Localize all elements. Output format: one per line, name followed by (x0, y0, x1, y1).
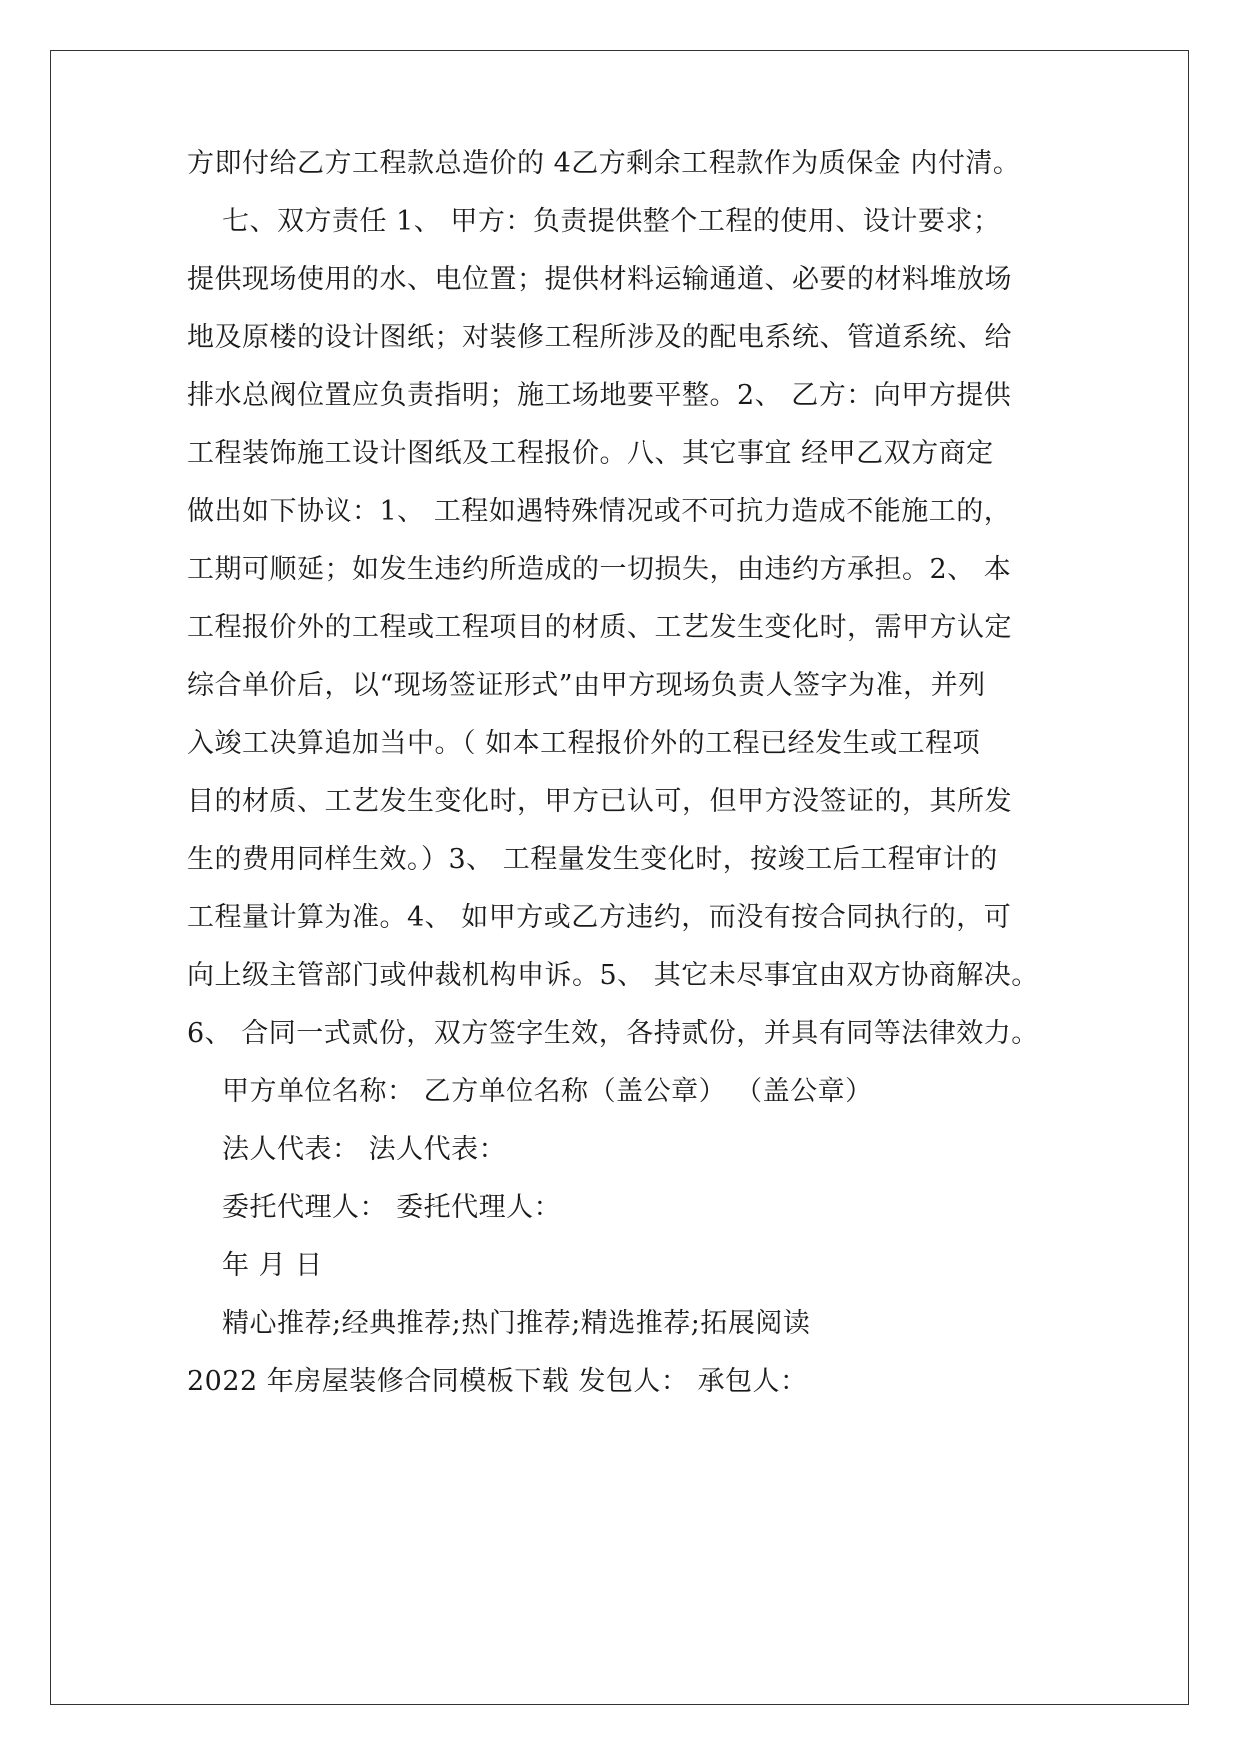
text-line: 七、双方责任 1、 甲方：负责提供整个工程的使用、设计要求； (222, 206, 1001, 237)
text-line: 生的费用同样生效。）3、 工程量发生变化时，按竣工后工程审计的 (187, 844, 998, 875)
text-line: 综合单价后，以“现场签证形式”由甲方现场负责人签字为准，并列 (187, 670, 986, 701)
text-line: 入竣工决算追加当中。（ 如本工程报价外的工程已经发生或工程项 (187, 728, 981, 759)
party-names-line: 甲方单位名称： 乙方单位名称（盖公章） （盖公章） (222, 1076, 873, 1107)
agent-line: 委托代理人： 委托代理人： (222, 1192, 562, 1223)
date-line: 年 月 日 (222, 1250, 323, 1281)
text-line: 工程装饰施工设计图纸及工程报价。八、其它事宜 经甲乙双方商定 (187, 438, 994, 469)
text-line: 工程量计算为准。4、 如甲方或乙方违约，而没有按合同执行的，可 (187, 902, 1012, 933)
text-line: 提供现场使用的水、电位置；提供材料运输通道、必要的材料堆放场 (187, 264, 1012, 295)
text-line: 目的材质、工艺发生变化时，甲方已认可，但甲方没签证的，其所发 (187, 786, 1012, 817)
next-title-line: 2022 年房屋装修合同模板下载 发包人： 承包人： (187, 1366, 808, 1397)
recommendation-line: 精心推荐;经典推荐;热门推荐;精选推荐;拓展阅读 (222, 1308, 811, 1339)
text-line: 排水总阀位置应负责指明；施工场地要平整。2、 乙方：向甲方提供 (187, 380, 1012, 411)
text-line: 地及原楼的设计图纸；对装修工程所涉及的配电系统、管道系统、给 (187, 322, 1012, 353)
text-line: 工期可顺延；如发生违约所造成的一切损失，由违约方承担。2、 本 (187, 554, 1012, 585)
text-line: 6、 合同一式贰份，双方签字生效，各持贰份，并具有同等法律效力。 (187, 1018, 1039, 1049)
text-line: 方即付给乙方工程款总造价的 4乙方剩余工程款作为质保金 内付清。 (187, 148, 1021, 179)
text-line: 做出如下协议：1、 工程如遇特殊情况或不可抗力造成不能施工的， (187, 496, 1012, 527)
legal-rep-line: 法人代表： 法人代表： (222, 1134, 507, 1165)
text-line: 向上级主管部门或仲裁机构申诉。5、 其它未尽事宜由双方协商解决。 (187, 960, 1039, 991)
text-line: 工程报价外的工程或工程项目的材质、工艺发生变化时，需甲方认定 (187, 612, 1012, 643)
